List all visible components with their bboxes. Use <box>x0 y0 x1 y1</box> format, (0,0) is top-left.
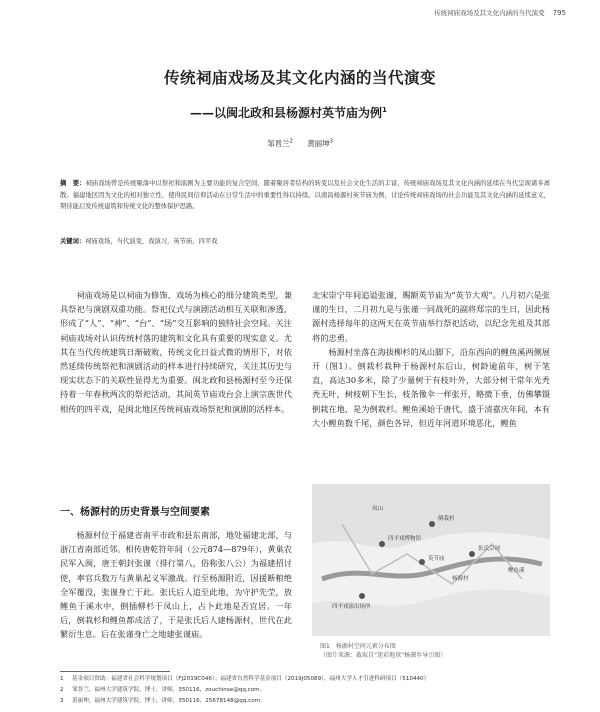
footnote-text: 黄丽坤，福州大学建筑学院，博士，讲师，350116，25678148@qq.com。 <box>72 698 266 704</box>
footnote-text: 基金项目资助：福建省社会科学规划项目（FJ2019C046）；福建省自然科学基金项目（2019J05089），福州大学人才引进科研项目（510440） <box>72 676 430 682</box>
shrine-marker-icon <box>469 551 475 557</box>
running-head-title: 传统祠庙戏场及其文化内涵的当代演变 <box>434 9 545 17</box>
temple-marker-icon <box>419 559 425 565</box>
footnote-number: 1 <box>60 676 64 682</box>
map-label: 倒栽杉 <box>438 516 455 522</box>
map-label: 英节庙 <box>428 556 445 562</box>
page-number: 795 <box>552 9 566 17</box>
right-paragraph-1: 北宋崇宁年间追谥张谨，赐额英节庙为“英节大观”。八月初六是张谨的生日，二月初九是与张谨一同战死的副将郑宗的生日，因此杨源村选择每年的这两天在英节庙举行祭祀活动，以纪念先祖及其部将的忠勇。 <box>312 290 550 343</box>
map-label: 四平戏演出场所 <box>332 604 371 610</box>
keywords-text: 祠庙戏场，当代演变，戏演习，英节庙，四平戏 <box>85 238 218 245</box>
map-label: 鲤鱼溪 <box>508 568 525 574</box>
footnotes <box>60 674 560 707</box>
author <box>267 139 293 148</box>
abstract-label: 摘 要： <box>60 180 86 187</box>
map-label: 凤山 <box>372 506 384 512</box>
map-label: 四平戏博物馆 <box>388 536 422 542</box>
footnote-divider <box>60 671 170 672</box>
figure-caption <box>320 642 446 660</box>
article-subtitle <box>190 104 387 121</box>
footnote <box>60 674 560 685</box>
footnote-number: 3 <box>60 698 64 704</box>
left-column-intro <box>60 288 292 416</box>
left-column-section <box>60 528 292 642</box>
section-heading: 一、杨源村的历史背景与空间要素 <box>60 507 210 518</box>
figure-map <box>312 484 550 636</box>
museum-marker-icon <box>379 541 385 547</box>
right-column <box>312 288 550 430</box>
author-footnote-marker: 3 <box>329 138 333 145</box>
author-line <box>0 138 600 149</box>
footnote <box>60 696 560 707</box>
author-footnote-marker: 2 <box>289 138 293 145</box>
running-head <box>434 8 566 17</box>
footnote-text: 邹晋兰，福州大学建筑学院，博士，讲师，350116，zouchinse@qq.com。 <box>72 687 266 693</box>
subtitle-text: ——以闽北政和县杨源村英节庙为例 <box>190 106 383 120</box>
map-label: 张氏宗祠 <box>478 546 501 552</box>
tree-marker-icon <box>429 521 435 527</box>
section-paragraph: 杨源村位于福建省南平市政和县东南部，地处福建北部，与浙江省南部近邻。相传唐乾符年间（公元874—879年），黄巢农民军入闽，唐王朝封张谨（排行第八，俗称张八公）为福建招讨使，率官兵数万与黄巢起义军激战。行至杨源附近，因援断粮绝全军覆没，张谨身亡于此。张氏后人追至此地，为守护先茔，放鲤鱼于溪水中，倒插柳杉于凤山上，占卜此地是否宜居。一年后，倒栽杉和鲤鱼都成活了，于是张氏后人建杨源村，世代在此繁衍生息。后在张谨身亡之地建张谨庙。 <box>60 530 292 640</box>
keywords-label: 关键词： <box>60 238 86 245</box>
right-paragraph-2: 杨源村坐落在海拔柳杉的凤山脚下，沿东西向的鲤鱼溪两侧展开（图1）。倒栽杉栽种于杨源村东后山，树龄逾前年，树干笔直，高达30多米，除了少量树干有枝叶外，大部分树干常年光秃秃无叶，树枝朝下生长，枝条像伞一样张开，略微下垂，仿佛攀镊倒栽在地，是为倒栽杉。鲤鱼溪始于唐代，盛于清嘉庆年间，本有大小鲤鱼数千尾，颜色各异，但近年河道环境恶化，鲤鱼 <box>312 346 550 428</box>
author <box>307 139 333 148</box>
footnote <box>60 685 560 696</box>
figure-caption-source: （图片来源：截取自“迷彩地球”杨源乡导引图） <box>320 652 447 659</box>
abstract-text: 祠庙戏场曾是传统聚落中以祭祀和演剧为主要功能的复合空间，随着聚居者结构的转变以及社会文化生活的丰富，传统祠庙戏场及其文化内涵的延续在当代呈现诸多离散。福建地区因为文化的相对独立性，使得民间信仰活动在日常生活中的重要性得以持续。以南昌杨源村英节庙为例，讨论传统祠庙戏场的社会功能及其文化内涵的延续意义，期待能启发传统建筑和传统文化的整体保护思路。 <box>60 180 551 211</box>
article-title: 传统祠庙戏场及其文化内涵的当代演变 <box>163 69 436 87</box>
map-label: 杨源村 <box>452 576 469 582</box>
figure-caption-title: 图1 杨源村空间元素分布图 <box>320 643 396 650</box>
author-name: 黄丽坤 <box>307 139 330 148</box>
subtitle-footnote-marker: 1 <box>382 106 387 114</box>
village-map <box>312 484 550 636</box>
intro-paragraph: 祠庙戏场是以祠庙为修饰、戏场为核心的细分建筑类型，兼具祭祀与演剧双重功能。祭祀仪式与演剧活动相互关联和渗透，形成了“人”、“神”、“台”、“场”交互影响的独特社会空间。关注祠庙戏场对认识传统村落的建筑和文化具有重要的现实意义。尤其在当代传统建筑日渐破败，传统文化日益式微的情形下，对依然延续传统祭祀和演剧活动的样本进行持续研究，关注其历史与现实状态下的关联性显得尤为重要。闽北政和县杨源村至今还保持着一年春秋两次的祭祀活动，其间英节庙戏台会上演宗族世代相传的四平戏，是闽北地区传统祠庙戏场祭祀和演剧的活样本。 <box>60 290 292 414</box>
abstract <box>60 178 550 213</box>
stage-marker-icon <box>359 593 365 599</box>
keywords <box>60 236 550 245</box>
author-name: 邹晋兰 <box>267 139 290 148</box>
footnote-number: 2 <box>60 687 64 693</box>
